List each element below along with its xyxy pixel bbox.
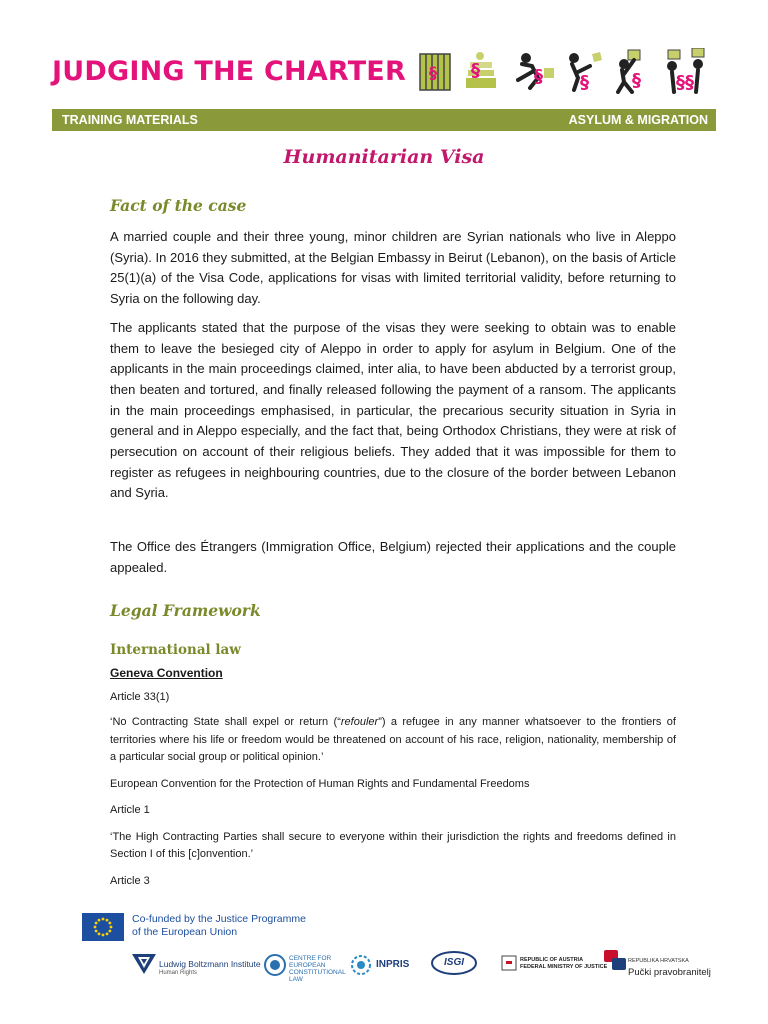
- lbi-sub: Human Rights: [159, 970, 198, 976]
- people-icon: [618, 50, 641, 92]
- inpris-emblem-icon: [350, 954, 372, 976]
- eu-flag-icon: [82, 913, 124, 941]
- austria-eagle-icon: [500, 954, 518, 972]
- cecl-logo: [264, 952, 346, 983]
- header-pictograms: [418, 48, 713, 94]
- svg-text:§: §: [632, 70, 641, 91]
- section-sign-icon: [667, 48, 704, 93]
- svg-text:§: §: [534, 66, 543, 87]
- croatia-line1: REPUBLIKA HRVATSKA: [628, 958, 689, 964]
- echr-article-1: Article 1: [110, 804, 150, 817]
- lbi-emblem-icon: [132, 954, 156, 976]
- section-sign-icon: [569, 52, 602, 93]
- geneva-article-text: ‘No Contracting State shall expel or return (“refouler”) a refugee in any manner whatsoever to the frontiers of territories where his life or freedom would be threatened on account of his race, religion, nationality, membership of a particular social group or political opinion.’: [110, 716, 676, 764]
- eu-funding-line2: of the European Union: [132, 926, 238, 938]
- echr-article-3: Article 3: [110, 874, 150, 887]
- facts-paragraph: The Office des Étrangers (Immigration Office, Belgium) rejected their applications and the couple appealed.: [110, 539, 676, 575]
- justice-figure-icon: [420, 54, 450, 90]
- echr-article-1-text: ‘The High Contracting Parties shall secure to everyone within their jurisdiction the rights and freedoms defined in Section I of this [c]onvention.’: [110, 830, 676, 861]
- cecl-name: CENTRE FOR EUROPEAN CONSTITUTIONAL LAW: [289, 955, 346, 983]
- geneva-article: Article 33(1): [110, 690, 170, 703]
- austria-line1: REPUBLIC OF AUSTRIA: [520, 957, 584, 963]
- lbi-logo: [132, 952, 261, 988]
- band-left-label: TRAINING MATERIALS: [62, 113, 198, 127]
- svg-text:§: §: [580, 72, 589, 93]
- austria-line2: FEDERAL MINISTRY OF JUSTICE: [520, 964, 608, 970]
- international-law-heading: International law: [110, 641, 241, 658]
- isgi-logo: [424, 948, 492, 982]
- croatia-line2: Pučki pravobranitelj: [628, 967, 711, 978]
- document-body: [110, 196, 676, 890]
- croatia-ombudsman-logo: [604, 950, 711, 982]
- facts-heading: Fact of the case: [110, 196, 247, 215]
- svg-text:§§: §§: [676, 72, 694, 93]
- croatia-speech-icon: [604, 950, 626, 974]
- facts-paragraph: A married couple and their three young, minor children are Syrian nationals who live in Aleppo (Syria). In 2016 they submitted, at the Belgian Embassy in Beirut (Lebanon), on the basis of Article 25(1)(a) of the Visa Code, applications for visas with limited territorial validity, before returning to Syria on the following day.: [110, 229, 676, 307]
- law-book-icon: [466, 52, 496, 88]
- facts-paragraph: The applicants stated that the purpose of the visas they were seeking to obtain was to enable them to leave the besieged city of Aleppo in order to apply for asylum in Belgium. One of the applicants in the main proceedings claimed, inter alia, to have been abducted by a terrorist group, then beaten and tortured, and finally released following the payment of a ransom. The applicants in the main proceedings emphasised, in particular, the precarious security situation in Syria in general and in Aleppo especially, and the fact that, being Orthodox Christians, they were at risk of persecution on account of their religious beliefs. They added that it was impossible for them to register as refugees in neighbouring countries, due to the closure of the border between Lebanon and Syria.: [110, 319, 676, 501]
- austria-ministry-logo: [500, 954, 608, 978]
- header-title: JUDGING THE CHARTER: [52, 56, 406, 87]
- lbi-name: Ludwig Boltzmann Institute: [159, 959, 261, 969]
- band-right-label: ASYLUM & MIGRATION: [568, 113, 708, 127]
- section-band: [52, 109, 716, 131]
- scales-icon: [518, 53, 554, 88]
- echr-heading: European Convention for the Protection of Human Rights and Fundamental Freedoms: [110, 777, 530, 790]
- document-title: Humanitarian Visa: [283, 146, 485, 168]
- isgi-name: ISGI: [444, 957, 465, 968]
- svg-text:§: §: [429, 63, 437, 82]
- cecl-emblem-icon: [264, 954, 286, 976]
- inpris-name: INPRIS: [376, 959, 410, 970]
- inpris-logo: [350, 954, 412, 978]
- eu-funding-line1: Co-funded by the Justice Programme: [132, 913, 306, 925]
- geneva-convention-heading: Geneva Convention: [110, 665, 223, 680]
- svg-text:§: §: [471, 60, 480, 81]
- legal-framework-heading: Legal Framework: [110, 600, 261, 620]
